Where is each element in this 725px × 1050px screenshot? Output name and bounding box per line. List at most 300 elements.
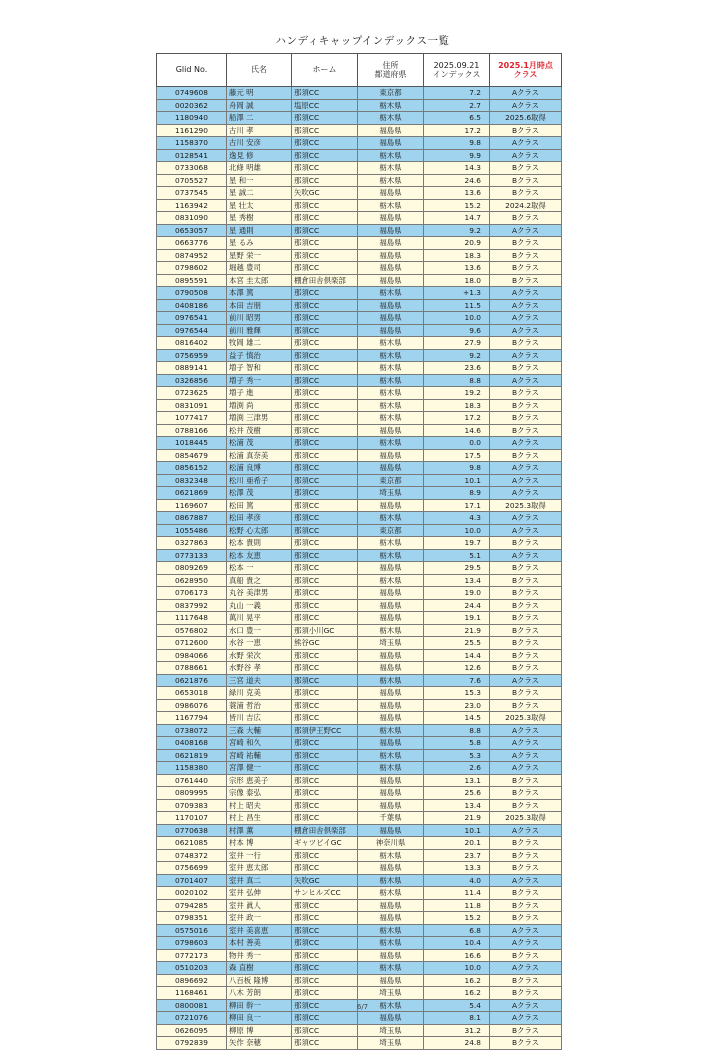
handicap-index-cell: 7.2: [424, 87, 490, 100]
table-row: [157, 374, 562, 387]
home-club-cell: 那須CC: [292, 549, 358, 562]
handicap-index-cell: 23.7: [424, 849, 490, 862]
prefecture-cell: 栃木県: [358, 512, 424, 525]
table-row: [157, 749, 562, 762]
member-id-cell: 1158380: [157, 762, 227, 775]
home-club-cell: 那須CC: [292, 774, 358, 787]
member-name-cell: 増子 進: [227, 387, 292, 400]
table-row: [157, 524, 562, 537]
handicap-index-cell: 2.7: [424, 99, 490, 112]
class-cell: 2025.3取得: [490, 712, 562, 725]
prefecture-cell: 神奈川県: [358, 837, 424, 850]
member-id-cell: 1018445: [157, 437, 227, 450]
member-name-cell: 古川 孝: [227, 124, 292, 137]
prefecture-cell: 栃木県: [358, 162, 424, 175]
page-number: 6/7: [356, 1003, 369, 1011]
table-row: [157, 1012, 562, 1025]
member-name-cell: 村本 博: [227, 837, 292, 850]
home-club-cell: サンヒルズCC: [292, 887, 358, 900]
handicap-index-cell: 8.8: [424, 724, 490, 737]
table-row: [157, 962, 562, 975]
table-row: [157, 299, 562, 312]
handicap-index-cell: 18.3: [424, 399, 490, 412]
table-row: [157, 474, 562, 487]
member-name-cell: 蓑浦 哲治: [227, 699, 292, 712]
handicap-index-cell: 15.2: [424, 199, 490, 212]
prefecture-cell: 福島県: [358, 912, 424, 925]
member-name-cell: 室井 美喜恵: [227, 924, 292, 937]
class-cell: Aクラス: [490, 299, 562, 312]
class-cell: Aクラス: [490, 924, 562, 937]
member-name-cell: 森 直樹: [227, 962, 292, 975]
class-cell: Bクラス: [490, 699, 562, 712]
home-club-cell: 那須CC: [292, 174, 358, 187]
handicap-index-cell: 24.4: [424, 599, 490, 612]
prefecture-cell: 福島県: [358, 774, 424, 787]
handicap-index-cell: 18.3: [424, 249, 490, 262]
prefecture-cell: 福島県: [358, 137, 424, 150]
prefecture-cell: 福島県: [358, 299, 424, 312]
member-id-cell: 0756699: [157, 862, 227, 875]
table-row: [157, 1024, 562, 1037]
home-club-cell: 那須CC: [292, 749, 358, 762]
home-club-cell: 那須CC: [292, 562, 358, 575]
home-club-cell: 那須CC: [292, 449, 358, 462]
member-name-cell: 室井 弘伸: [227, 887, 292, 900]
member-id-cell: 0705527: [157, 174, 227, 187]
table-row: [157, 737, 562, 750]
home-club-cell: 那須CC: [292, 974, 358, 987]
prefecture-cell: 福島県: [358, 787, 424, 800]
handicap-index-cell: 20.9: [424, 237, 490, 250]
handicap-index-cell: 24.6: [424, 174, 490, 187]
handicap-index-cell: 5.4: [424, 999, 490, 1012]
class-cell: Aクラス: [490, 149, 562, 162]
member-id-cell: 0575016: [157, 924, 227, 937]
prefecture-cell: 栃木県: [358, 112, 424, 125]
prefecture-cell: 福島県: [358, 312, 424, 325]
class-cell: Bクラス: [490, 387, 562, 400]
table-row: [157, 1037, 562, 1050]
class-cell: Bクラス: [490, 274, 562, 287]
prefecture-cell: 福島県: [358, 662, 424, 675]
member-id-cell: 0856152: [157, 462, 227, 475]
prefecture-cell: 栃木県: [358, 174, 424, 187]
member-name-cell: 室井 恵太郎: [227, 862, 292, 875]
class-cell: Bクラス: [490, 612, 562, 625]
class-cell: 2025.6取得: [490, 112, 562, 125]
table-row: [157, 774, 562, 787]
member-name-cell: 本澤 篤: [227, 287, 292, 300]
home-club-cell: 那須CC: [292, 687, 358, 700]
member-id-cell: 0798602: [157, 262, 227, 275]
member-id-cell: 1169607: [157, 499, 227, 512]
member-name-cell: 水谷 一恵: [227, 637, 292, 650]
table-row: [157, 924, 562, 937]
class-cell: Bクラス: [490, 1024, 562, 1037]
table-row: [157, 662, 562, 675]
table-body: [157, 87, 562, 1050]
prefecture-cell: 栃木県: [358, 674, 424, 687]
member-name-cell: 宗像 泰弘: [227, 787, 292, 800]
member-name-cell: 北條 明雄: [227, 162, 292, 175]
member-id-cell: 0626095: [157, 1024, 227, 1037]
prefecture-cell: 埼玉県: [358, 1024, 424, 1037]
member-name-cell: 室井 一行: [227, 849, 292, 862]
class-cell: Bクラス: [490, 862, 562, 875]
class-cell: 2025.3取得: [490, 812, 562, 825]
home-club-cell: 那須CC: [292, 224, 358, 237]
member-id-cell: 0976544: [157, 324, 227, 337]
class-cell: Aクラス: [490, 512, 562, 525]
table-row: [157, 637, 562, 650]
member-name-cell: 松本 友恵: [227, 549, 292, 562]
member-name-cell: 萬川 晃平: [227, 612, 292, 625]
handicap-index-cell: 11.4: [424, 887, 490, 900]
member-id-cell: 0723625: [157, 387, 227, 400]
class-cell: Bクラス: [490, 949, 562, 962]
home-club-cell: 那須CC: [292, 337, 358, 350]
table-row: [157, 612, 562, 625]
class-cell: Aクラス: [490, 962, 562, 975]
home-club-cell: 那須CC: [292, 387, 358, 400]
member-id-cell: 0770638: [157, 824, 227, 837]
table-row: [157, 587, 562, 600]
table-row: [157, 812, 562, 825]
table-row: [157, 512, 562, 525]
prefecture-cell: 栃木県: [358, 362, 424, 375]
home-club-cell: 那須CC: [292, 849, 358, 862]
class-cell: Bクラス: [490, 337, 562, 350]
table-row: [157, 437, 562, 450]
home-club-cell: 那須CC: [292, 124, 358, 137]
table-row: [157, 862, 562, 875]
member-name-cell: 藤元 明: [227, 87, 292, 100]
home-club-cell: 那須CC: [292, 412, 358, 425]
handicap-index-cell: 13.6: [424, 187, 490, 200]
home-club-cell: 那須CC: [292, 437, 358, 450]
member-name-cell: 松川 亜希子: [227, 474, 292, 487]
table-row: [157, 124, 562, 137]
prefecture-cell: 福島県: [358, 799, 424, 812]
class-cell: Aクラス: [490, 349, 562, 362]
prefecture-cell: 東京都: [358, 474, 424, 487]
handicap-index-cell: 10.1: [424, 474, 490, 487]
member-id-cell: 0721076: [157, 1012, 227, 1025]
class-cell: Bクラス: [490, 774, 562, 787]
member-id-cell: 0798351: [157, 912, 227, 925]
home-club-cell: 那須CC: [292, 499, 358, 512]
class-cell: Bクラス: [490, 637, 562, 650]
member-id-cell: 1163942: [157, 199, 227, 212]
home-club-cell: 那須CC: [292, 399, 358, 412]
member-name-cell: 松本 貴則: [227, 537, 292, 550]
member-id-cell: 0809995: [157, 787, 227, 800]
member-name-cell: 宗形 恵美子: [227, 774, 292, 787]
class-cell: Bクラス: [490, 587, 562, 600]
member-name-cell: 前川 雅輝: [227, 324, 292, 337]
home-club-cell: 那須CC: [292, 899, 358, 912]
class-cell: Aクラス: [490, 224, 562, 237]
handicap-index-cell: 25.6: [424, 787, 490, 800]
table-row: [157, 562, 562, 575]
table-row: [157, 599, 562, 612]
home-club-cell: 那須CC: [292, 112, 358, 125]
member-name-cell: 本村 善美: [227, 937, 292, 950]
member-id-cell: 1055486: [157, 524, 227, 537]
table-row: [157, 249, 562, 262]
class-cell: Bクラス: [490, 887, 562, 900]
table-row: [157, 874, 562, 887]
member-id-cell: 0896692: [157, 974, 227, 987]
class-cell: Aクラス: [490, 487, 562, 500]
table-row: [157, 349, 562, 362]
table-row: [157, 387, 562, 400]
member-name-cell: 古川 安彦: [227, 137, 292, 150]
prefecture-cell: 福島県: [358, 324, 424, 337]
table-row: [157, 187, 562, 200]
handicap-table: [156, 53, 562, 1050]
home-club-cell: 那須CC: [292, 524, 358, 537]
prefecture-cell: 栃木県: [358, 374, 424, 387]
member-name-cell: 前川 昭男: [227, 312, 292, 325]
member-id-cell: 0621869: [157, 487, 227, 500]
member-name-cell: 松浦 茂: [227, 437, 292, 450]
prefecture-cell: 福島県: [358, 699, 424, 712]
home-club-cell: 那須CC: [292, 474, 358, 487]
page-title: ハンディキャップインデックス一覧: [275, 35, 450, 47]
table-row: [157, 324, 562, 337]
header-prefecture: 住所 都道府県: [358, 54, 424, 87]
table-row: [157, 799, 562, 812]
member-name-cell: 逸見 修: [227, 149, 292, 162]
home-club-cell: 那須CC: [292, 249, 358, 262]
class-cell: Aクラス: [490, 874, 562, 887]
member-name-cell: 宮崎 祐輔: [227, 749, 292, 762]
table-row: [157, 162, 562, 175]
home-club-cell: 那須CC: [292, 912, 358, 925]
table-row: [157, 712, 562, 725]
prefecture-cell: 栃木県: [358, 749, 424, 762]
member-id-cell: 0831090: [157, 212, 227, 225]
handicap-index-cell: 6.8: [424, 924, 490, 937]
handicap-index-cell: 25.5: [424, 637, 490, 650]
prefecture-cell: 栃木県: [358, 199, 424, 212]
class-cell: Bクラス: [490, 849, 562, 862]
member-name-cell: 柳原 博: [227, 1024, 292, 1037]
member-id-cell: 0792839: [157, 1037, 227, 1050]
member-name-cell: 星 誠二: [227, 187, 292, 200]
prefecture-cell: 栃木県: [358, 962, 424, 975]
member-id-cell: 0738072: [157, 724, 227, 737]
home-club-cell: 那須CC: [292, 349, 358, 362]
member-name-cell: 三宮 道夫: [227, 674, 292, 687]
handicap-index-cell: 14.4: [424, 649, 490, 662]
home-club-cell: 棚倉田舎倶楽部: [292, 824, 358, 837]
class-cell: Bクラス: [490, 249, 562, 262]
class-cell: Aクラス: [490, 999, 562, 1012]
handicap-index-cell: 17.2: [424, 124, 490, 137]
prefecture-cell: 栃木県: [358, 937, 424, 950]
table-row: [157, 499, 562, 512]
member-name-cell: 室井 真二: [227, 874, 292, 887]
class-cell: Bクラス: [490, 799, 562, 812]
member-id-cell: 0874952: [157, 249, 227, 262]
member-name-cell: 緑川 克美: [227, 687, 292, 700]
table-row: [157, 937, 562, 950]
handicap-index-cell: 8.1: [424, 1012, 490, 1025]
table-row: [157, 849, 562, 862]
member-id-cell: 0020102: [157, 887, 227, 900]
member-name-cell: 増子 智和: [227, 362, 292, 375]
handicap-index-cell: 9.8: [424, 137, 490, 150]
class-cell: Bクラス: [490, 537, 562, 550]
home-club-cell: 那須CC: [292, 462, 358, 475]
handicap-index-cell: 9.9: [424, 149, 490, 162]
member-name-cell: 松浦 良博: [227, 462, 292, 475]
table-row: [157, 987, 562, 1000]
home-club-cell: 那須CC: [292, 662, 358, 675]
home-club-cell: 那須CC: [292, 324, 358, 337]
handicap-index-cell: 16.2: [424, 974, 490, 987]
prefecture-cell: 埼玉県: [358, 1037, 424, 1050]
member-id-cell: 1168461: [157, 987, 227, 1000]
table-row: [157, 649, 562, 662]
home-club-cell: 那須CC: [292, 587, 358, 600]
handicap-index-cell: 19.0: [424, 587, 490, 600]
member-id-cell: 1158370: [157, 137, 227, 150]
handicap-index-cell: 9.6: [424, 324, 490, 337]
home-club-cell: 那須CC: [292, 287, 358, 300]
table-row: [157, 262, 562, 275]
member-id-cell: 0816402: [157, 337, 227, 350]
table-row: [157, 337, 562, 350]
member-id-cell: 0788661: [157, 662, 227, 675]
member-name-cell: 牧岡 雄二: [227, 337, 292, 350]
home-club-cell: 那須CC: [292, 937, 358, 950]
member-name-cell: 矢作 奈穂: [227, 1037, 292, 1050]
prefecture-cell: 栃木県: [358, 337, 424, 350]
class-cell: Bクラス: [490, 562, 562, 575]
member-name-cell: 松野 心太郎: [227, 524, 292, 537]
member-id-cell: 0800081: [157, 999, 227, 1012]
prefecture-cell: 福島県: [358, 712, 424, 725]
prefecture-cell: 栃木県: [358, 412, 424, 425]
class-cell: Aクラス: [490, 474, 562, 487]
member-name-cell: 星 壮太: [227, 199, 292, 212]
prefecture-cell: 栃木県: [358, 399, 424, 412]
class-cell: Bクラス: [490, 399, 562, 412]
home-club-cell: 那須伊王野CC: [292, 724, 358, 737]
handicap-index-cell: 5.1: [424, 549, 490, 562]
header-name: 氏名: [227, 54, 292, 87]
class-cell: Aクラス: [490, 549, 562, 562]
class-cell: Bクラス: [490, 599, 562, 612]
class-cell: Bクラス: [490, 262, 562, 275]
class-cell: Aクラス: [490, 824, 562, 837]
home-club-cell: 那須CC: [292, 987, 358, 1000]
prefecture-cell: 福島県: [358, 949, 424, 962]
header-id: Glid No.: [157, 54, 227, 87]
member-id-cell: 0327863: [157, 537, 227, 550]
table-row: [157, 137, 562, 150]
table-row: [157, 112, 562, 125]
member-id-cell: 0867887: [157, 512, 227, 525]
handicap-index-cell: 9.2: [424, 224, 490, 237]
member-name-cell: 松田 篤: [227, 499, 292, 512]
prefecture-cell: 福島県: [358, 249, 424, 262]
handicap-index-cell: 10.1: [424, 824, 490, 837]
table-row: [157, 574, 562, 587]
home-club-cell: 那須CC: [292, 762, 358, 775]
member-name-cell: 堀越 豊司: [227, 262, 292, 275]
table-row: [157, 837, 562, 850]
header-home: ホーム: [292, 54, 358, 87]
handicap-index-cell: 7.6: [424, 674, 490, 687]
class-cell: Aクラス: [490, 437, 562, 450]
home-club-cell: 那須CC: [292, 137, 358, 150]
prefecture-cell: 福島県: [358, 562, 424, 575]
class-cell: Bクラス: [490, 624, 562, 637]
prefecture-cell: 栃木県: [358, 762, 424, 775]
member-name-cell: 真船 貴之: [227, 574, 292, 587]
member-name-cell: 松井 茂樹: [227, 424, 292, 437]
handicap-index-cell: 6.5: [424, 112, 490, 125]
member-id-cell: 0576802: [157, 624, 227, 637]
member-id-cell: 0798603: [157, 937, 227, 950]
class-cell: Bクラス: [490, 687, 562, 700]
class-cell: Bクラス: [490, 574, 562, 587]
table-row: [157, 312, 562, 325]
class-cell: Aクラス: [490, 1012, 562, 1025]
handicap-index-cell: 8.8: [424, 374, 490, 387]
home-club-cell: 那須CC: [292, 787, 358, 800]
member-id-cell: 0773133: [157, 549, 227, 562]
home-club-cell: 那須CC: [292, 612, 358, 625]
prefecture-cell: 福島県: [358, 649, 424, 662]
prefecture-cell: 栃木県: [358, 349, 424, 362]
member-name-cell: 物井 秀一: [227, 949, 292, 962]
class-cell: Aクラス: [490, 724, 562, 737]
table-row: [157, 399, 562, 412]
handicap-index-cell: 10.0: [424, 312, 490, 325]
prefecture-cell: 栃木県: [358, 387, 424, 400]
member-id-cell: 0772173: [157, 949, 227, 962]
member-id-cell: 0510203: [157, 962, 227, 975]
member-name-cell: 増渕 三津男: [227, 412, 292, 425]
handicap-index-cell: 16.2: [424, 987, 490, 1000]
member-id-cell: 0889141: [157, 362, 227, 375]
member-id-cell: 0748372: [157, 849, 227, 862]
home-club-cell: 那須CC: [292, 949, 358, 962]
class-cell: Aクラス: [490, 737, 562, 750]
home-club-cell: 那須CC: [292, 962, 358, 975]
class-cell: Bクラス: [490, 649, 562, 662]
prefecture-cell: 栃木県: [358, 99, 424, 112]
member-id-cell: 0986076: [157, 699, 227, 712]
table-row: [157, 212, 562, 225]
table-row: [157, 724, 562, 737]
prefecture-cell: 栃木県: [358, 549, 424, 562]
member-id-cell: 0832348: [157, 474, 227, 487]
class-cell: Bクラス: [490, 187, 562, 200]
handicap-index-cell: 10.0: [424, 962, 490, 975]
class-cell: Aクラス: [490, 87, 562, 100]
table-row: [157, 199, 562, 212]
home-club-cell: 塩原CC: [292, 99, 358, 112]
prefecture-cell: 栃木県: [358, 437, 424, 450]
prefecture-cell: 東京都: [358, 524, 424, 537]
